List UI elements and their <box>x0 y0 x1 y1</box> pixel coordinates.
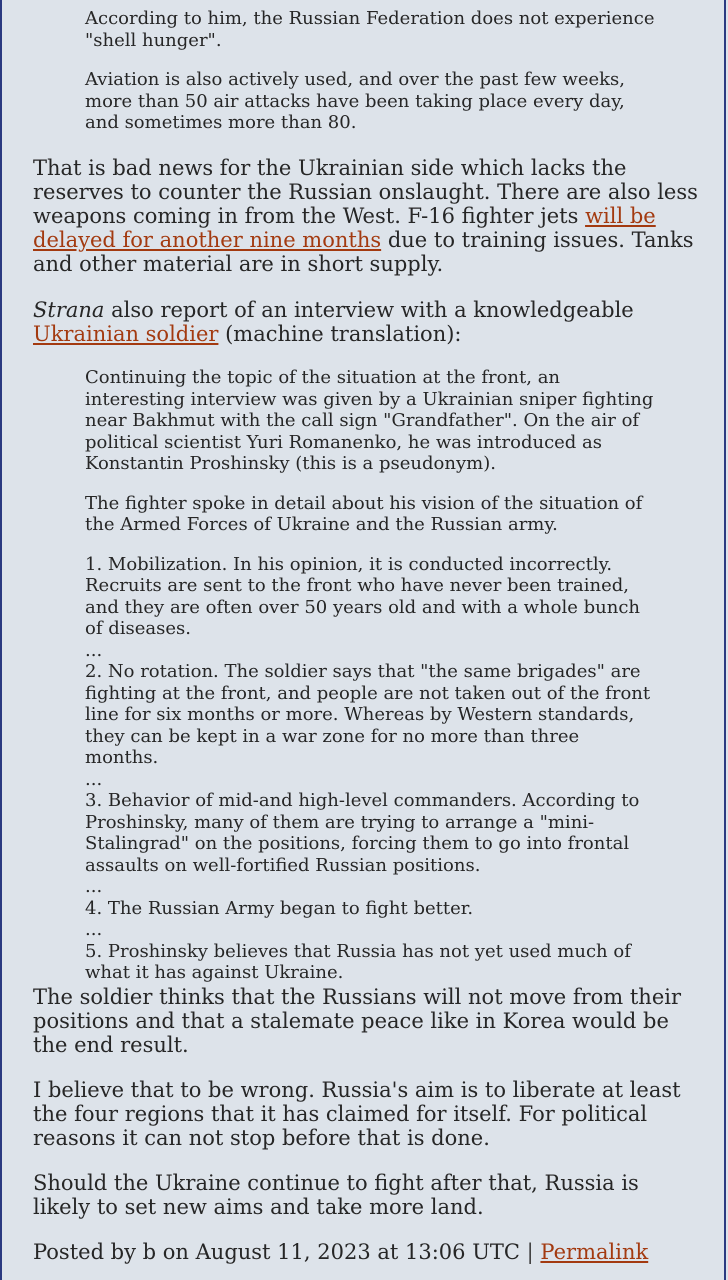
quote-item-mobilization: 1. Mobilization. In his opinion, it is conducted incorrectly. Recruits are sent to the front who have never been trained, and they are often over 50 years old and with a whole bunch of diseases. <box>85 553 640 639</box>
strana-italic: Strana <box>33 298 105 322</box>
paragraph-bad-news-text-2: due to training issues. Tanks and other material are in short supply. <box>33 228 694 276</box>
quote-item-rotation: 2. No rotation. The soldier says that "the same brigades" are fighting at the front, and people are not taken out of the front line for six months or more. Whereas by Western standards, they can be kept in a war zone for no more than three months. <box>85 661 651 768</box>
link-ukrainian-soldier[interactable]: Ukrainian soldier <box>33 322 219 346</box>
quote-item-russian-army: 4. The Russian Army began to fight better. <box>85 897 474 919</box>
paragraph-strana <box>33 298 698 346</box>
paragraph-bad-news-text-1: That is bad news for the Ukrainian side which lacks the reserves to counter the Russian onslaught. There are also less weapons coming in from the West. F-16 fighter jets <box>33 156 698 228</box>
quote-aviation: Aviation is also actively used, and over the past few weeks, more than 50 air attacks have been taking place every day, and sometimes more than 80. <box>85 69 626 133</box>
quote-interview-intro: Continuing the topic of the situation at the front, an interesting interview was given by a Ukrainian sniper fighting near Bakhmut with the call sign "Grandfather". On the air of political scientist Yuri Romanenko, he was introduced as Konstantin Proshinsky (this is a pseudonym). <box>85 367 654 474</box>
posted-by: Posted by b on August 11, 2023 at 13:06 UTC <box>33 1240 520 1264</box>
paragraph-new-aims: Should the Ukraine continue to fight after that, Russia is likely to set new aims and take more land. <box>33 1171 639 1219</box>
paragraph-belief: I believe that to be wrong. Russia's aim is to liberate at least the four regions that it has claimed for itself. For political reasons it can not stop before that is done. <box>33 1078 681 1150</box>
footer-separator: | <box>526 1240 534 1264</box>
link-f16-delayed[interactable]: will be delayed for another nine months <box>33 204 656 252</box>
quote-item-proshinsky: 5. Proshinsky believes that Russia has not yet used much of what it has against Ukraine. <box>85 940 631 983</box>
paragraph-strana-text-1: also report of an interview with a knowledgeable <box>104 298 634 322</box>
quote-ellipsis: ... <box>85 639 103 661</box>
quote-ellipsis: ... <box>85 768 103 790</box>
blockquote-aviation <box>85 8 655 134</box>
permalink-link[interactable]: Permalink <box>540 1240 649 1264</box>
paragraph-bad-news <box>33 156 698 276</box>
paragraph-strana-text-2: (machine translation): <box>218 322 462 346</box>
quote-shell-hunger: According to him, the Russian Federation does not experience "shell hunger". <box>85 8 655 51</box>
post-footer <box>33 1240 698 1264</box>
blockquote-interview <box>85 367 655 984</box>
quote-ellipsis: ... <box>85 919 103 940</box>
quote-ellipsis: ... <box>85 876 103 897</box>
quote-item-commanders: 3. Behavior of mid-and high-level commanders. According to Proshinsky, many of them are trying to arrange a "mini-Stalingrad" on the positions, forcing them to go into frontal assaults on well-fortified Russian positions. <box>85 790 640 876</box>
quote-fighter-vision: The fighter spoke in detail about his vision of the situation of the Armed Forces of Ukraine and the Russian army. <box>85 492 643 535</box>
paragraph-stalemate: The soldier thinks that the Russians will not move from their positions and that a stalemate peace like in Korea would be the end result. <box>33 985 682 1057</box>
